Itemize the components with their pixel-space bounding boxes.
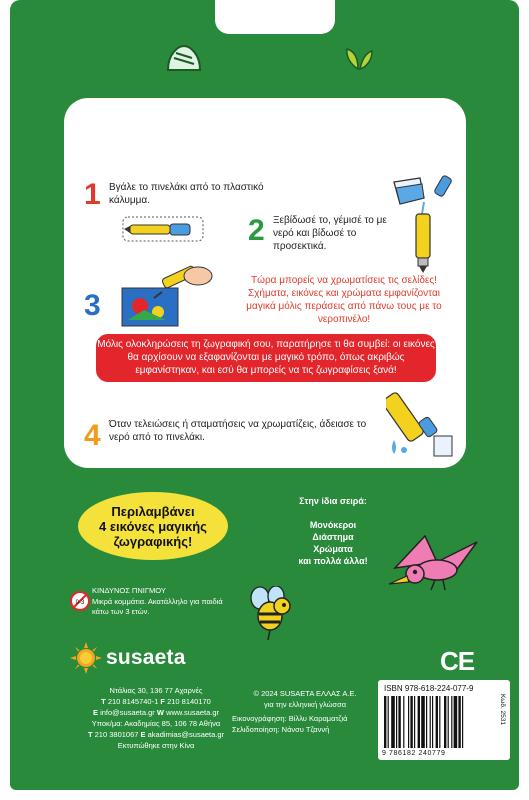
back-cover-card (10, 0, 519, 790)
pterodactyl-illustration (385, 528, 485, 600)
barcode-bar (448, 696, 449, 748)
branch-phone: 210 3801067 (94, 730, 139, 739)
barcode-bar (421, 696, 425, 748)
barcode-bar (388, 696, 389, 748)
barcode-bar (436, 696, 438, 748)
sprout-decoration-icon (344, 45, 374, 71)
publisher-web-line: E info@susaeta.gr W www.susaeta.gr (92, 708, 220, 717)
publisher-fax: 210 8140170 (167, 697, 211, 706)
illustration-credit: Εικονογράφηση: Βίλλυ Καραματζιά (232, 714, 348, 723)
publisher-info (66, 685, 246, 751)
barcode-bar (396, 696, 397, 748)
barcode-bar (439, 696, 440, 748)
painting-with-brush-illustration (114, 262, 226, 330)
barcode-bar (451, 696, 452, 748)
isbn-line (384, 684, 473, 693)
barcode-bar (418, 696, 420, 748)
badge-line-1: Περιλαμβάνει (111, 504, 195, 519)
barcode-box (378, 680, 510, 760)
leaf-decoration-icon (166, 44, 202, 72)
series-item: Διάστημα (312, 532, 354, 542)
barcode-bars (384, 696, 488, 748)
copyright-line-2: για την ελληνική γλώσσα (263, 700, 347, 709)
publisher-phone: 210 8145740-1 (107, 697, 159, 706)
isbn-number: 978-618-224-077-9 (404, 684, 474, 693)
credits (232, 713, 382, 735)
warning-title: ΚΙΝΔΥΝΟΣ ΠΝΙΓΜΟΥ (92, 586, 166, 595)
barcode-bar (458, 696, 460, 748)
banner-text: Μόλις ολοκληρώσεις τη ζωγραφική σου, παρατήρησε τι θα συμβεί: οι εικόνες θα αρχίσουν να εξαφανίζονται με μαγικό τρόπο, όπως ακριβώς εμφανίστηκαν, και εσύ θα μπορείς να τις ζωγραφίσεις ξανά! (97, 339, 435, 376)
series-item: Χρώματα (313, 544, 353, 554)
printed-in: Εκτυπώθηκε στην Κίνα (117, 741, 195, 750)
step-4-number: 4 (84, 419, 101, 452)
series-heading: Στην ίδια σειρά: (299, 496, 367, 506)
step-2-text: Ξεβίδωσέ το, γέμισέ το με νερό και βίδωσέ το προσεκτικά. (273, 215, 387, 252)
barcode-bar (426, 696, 427, 748)
barcode-bar (462, 696, 463, 748)
step-3-number: 3 (84, 289, 101, 322)
susaeta-sun-logo-icon (70, 642, 102, 674)
instructions-panel (64, 98, 466, 468)
barcode-digits: 9 786182 240779 (382, 750, 446, 757)
layout-credit: Σελιδοποίηση: Νάνσυ Τζαννή (232, 725, 330, 734)
barcode-bar (430, 696, 431, 748)
magic-coloring-text: Τώρα μπορείς να χρωματίσεις τις σελίδες! Σχήματα, εικόνες και χρώματα εμφανίζονται μαγικά μόλις περάσεις από πάνω τους με το νεροπινέλο! (246, 275, 442, 325)
emptying-brush-illustration (386, 388, 462, 462)
copyright-notice (235, 688, 375, 710)
step-2-number: 2 (248, 214, 265, 247)
series-item: Μονόκεροι (309, 520, 357, 530)
isbn-label: ISBN (384, 684, 403, 693)
barcode-bar (398, 696, 400, 748)
badge-line-3: ζωγραφικής! (113, 534, 193, 549)
includes-badge (78, 492, 228, 560)
barcode-bar (391, 696, 395, 748)
badge-line-2: 4 εικόνες μαγικής (99, 519, 207, 534)
product-code: Κωδ. 2531 (499, 694, 506, 726)
barcode-bar (414, 696, 415, 748)
hang-tab-hole (215, 0, 335, 34)
publisher-address: Ντάλιας 30, 136 77 Αχαρνές (109, 686, 203, 695)
publisher-email[interactable]: info@susaeta.gr (100, 708, 155, 717)
barcode-bar (454, 696, 458, 748)
ce-mark: CE (440, 646, 475, 676)
copyright-line-1: © 2024 SUSAETA ΕΛΛΑΣ Α.Ε. (253, 689, 357, 698)
publisher-phone-line: T 210 8145740-1 F 210 8140170 (101, 697, 211, 706)
disappearing-images-banner (96, 334, 436, 382)
hazard-age-label: 0-3 (75, 600, 85, 606)
series-item: και πολλά άλλα! (298, 556, 368, 566)
barcode-bar (408, 696, 409, 748)
series-list (278, 495, 388, 567)
barcode-bar (444, 696, 446, 748)
barcode-bar (410, 696, 412, 748)
publisher-branch: Υποκ/μα: Ακαδημίας 85, 106 78 Αθήνα (91, 719, 221, 728)
step-4-text: Όταν τελειώσεις ή σταματήσεις να χρωματίζεις, άδειασε το νερό από το πινελάκι. (109, 419, 367, 443)
publisher-branch-contact: T 210 3801067 E akadimias@susaeta.gr (87, 730, 225, 739)
step-1-number: 1 (84, 178, 101, 211)
publisher-website[interactable]: www.susaeta.gr (166, 708, 220, 717)
branch-email[interactable]: akadimias@susaeta.gr (147, 730, 225, 739)
choking-warning (92, 586, 232, 617)
barcode-bar (403, 696, 404, 748)
choking-hazard-icon (70, 591, 90, 611)
brush-in-package-illustration (122, 216, 204, 242)
barcode-bar (432, 696, 433, 748)
bee-illustration (246, 586, 296, 642)
warning-text: Μικρά κομμάτια. Ακατάλληλο για παιδιά κάτω των 3 ετών. (92, 597, 223, 616)
barcode-bar (384, 696, 386, 748)
step-1-text: Βγάλε το πινελάκι από το πλαστικό κάλυμμα. (109, 182, 264, 206)
water-jug-refill-illustration (386, 174, 462, 274)
susaeta-logo-text: susaeta (106, 646, 186, 669)
